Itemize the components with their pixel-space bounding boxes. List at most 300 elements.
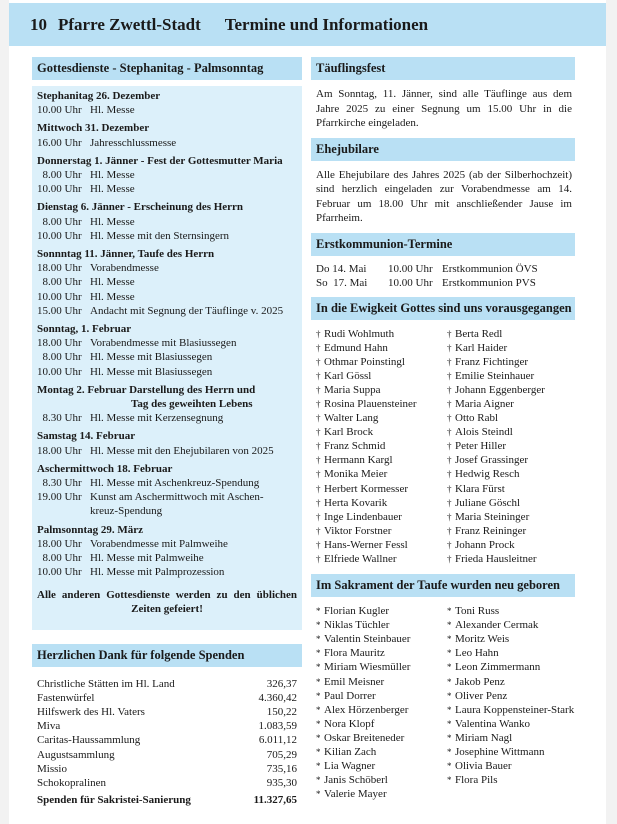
deceased-name: Frieda Hausleitner bbox=[455, 553, 537, 565]
baptized-name: Valentin Steinbauer bbox=[324, 633, 411, 646]
baptized-name: Flora Pils bbox=[455, 774, 498, 787]
communion-row bbox=[316, 262, 570, 276]
service-day-label: Montag 2. Februar Darstellung des Herrn und bbox=[37, 383, 256, 396]
service-day-label: Mittwoch 31. Dezember bbox=[37, 122, 150, 135]
deceased-name: Franz Fichtinger bbox=[455, 355, 529, 368]
service-day-title bbox=[37, 89, 297, 103]
deceased-name-item bbox=[316, 496, 447, 510]
baptized-name-item bbox=[316, 646, 447, 660]
baptized-name: Flora Mauritz bbox=[324, 647, 385, 660]
service-description bbox=[90, 168, 297, 182]
asterisk-icon: * bbox=[316, 648, 321, 659]
deceased-name-item bbox=[316, 383, 447, 397]
cross-icon: † bbox=[447, 427, 452, 438]
deceased-column-1 bbox=[316, 327, 447, 567]
cross-icon: † bbox=[447, 525, 452, 536]
service-entry bbox=[37, 365, 297, 379]
service-description bbox=[90, 261, 297, 275]
baptized-name-item bbox=[447, 646, 575, 660]
cross-icon: † bbox=[447, 398, 452, 409]
donation-amount: 6.011,12 bbox=[258, 734, 297, 747]
service-time: 16.00 Uhr bbox=[37, 136, 82, 149]
baptized-name: Miriam Nagl bbox=[455, 731, 513, 744]
baptized-heading: Im Sakrament der Taufe wurden neu geboren bbox=[311, 574, 575, 597]
donation-label: Augustsammlung bbox=[37, 748, 115, 761]
service-time: 18.00 Uhr bbox=[37, 537, 82, 550]
deceased-name: Monika Meier bbox=[324, 468, 388, 481]
service-description-continued: kreuz-Spendung bbox=[90, 505, 163, 518]
service-description-text: Hl. Messe bbox=[90, 215, 135, 228]
service-time: 10.00 Uhr bbox=[37, 183, 82, 196]
service-time: 10.00 Uhr bbox=[37, 290, 82, 303]
deceased-name: Herta Kovarik bbox=[324, 496, 388, 509]
service-entry bbox=[37, 290, 297, 304]
deceased-name-item bbox=[316, 397, 447, 411]
service-entry bbox=[37, 304, 297, 318]
service-entry bbox=[37, 537, 297, 551]
deceased-name-item bbox=[316, 341, 447, 355]
service-group bbox=[37, 200, 297, 243]
service-group bbox=[37, 383, 297, 426]
donations-heading: Herzlichen Dank für folgende Spenden bbox=[32, 644, 302, 667]
baptized-name: Leon Zimmermann bbox=[455, 661, 541, 674]
service-group bbox=[37, 462, 297, 519]
service-group bbox=[37, 523, 297, 580]
deceased-name: Rosina Plauensteiner bbox=[324, 397, 417, 410]
donation-row bbox=[37, 776, 297, 790]
baptized-name-item bbox=[447, 604, 575, 618]
deceased-name: Peter Hiller bbox=[455, 440, 507, 453]
donation-amount: 735,16 bbox=[266, 762, 297, 775]
service-day-label: Dienstag 6. Jänner - Erscheinung des Herrn bbox=[37, 201, 244, 214]
deceased-name-item bbox=[316, 552, 447, 566]
deceased-name-item bbox=[316, 453, 447, 467]
baptized-name-item bbox=[447, 689, 575, 703]
deceased-column-2 bbox=[447, 327, 575, 567]
deceased-name: Elfriede Wallner bbox=[324, 553, 397, 565]
deceased-name: Juliane Göschl bbox=[455, 496, 521, 509]
deceased-name-item bbox=[316, 411, 447, 425]
asterisk-icon: * bbox=[316, 620, 321, 631]
asterisk-icon: * bbox=[316, 761, 321, 772]
service-description-text: Jahresschlussmesse bbox=[90, 136, 177, 149]
service-description bbox=[90, 215, 297, 229]
donation-label: Missio bbox=[37, 762, 67, 775]
deceased-name: Otto Rabl bbox=[455, 412, 499, 425]
service-description bbox=[90, 336, 297, 350]
service-entry bbox=[37, 275, 297, 289]
cross-icon: † bbox=[316, 398, 321, 409]
asterisk-icon: * bbox=[447, 648, 452, 659]
service-description bbox=[90, 565, 297, 579]
deceased-name: Franz Reininger bbox=[455, 524, 527, 537]
baptized-name: Valerie Mayer bbox=[324, 788, 387, 801]
cross-icon: † bbox=[447, 469, 452, 480]
cross-icon: † bbox=[447, 328, 452, 339]
cross-icon: † bbox=[316, 356, 321, 367]
service-description bbox=[90, 304, 297, 318]
cross-icon: † bbox=[447, 511, 452, 522]
service-entry bbox=[37, 103, 297, 117]
service-description-text: Hl. Messe mit den Ehejubilaren von 2025 bbox=[90, 444, 274, 457]
service-description-text: Hl. Messe mit Palmprozession bbox=[90, 566, 225, 579]
donation-amount: 150,22 bbox=[266, 705, 297, 718]
service-group bbox=[37, 322, 297, 379]
deceased-name: Hedwig Resch bbox=[455, 468, 520, 481]
baptized-name: Alexander Cermak bbox=[455, 619, 539, 632]
baptized-name: Niklas Tüchler bbox=[324, 619, 390, 632]
service-description-text: Vorabendmesse bbox=[90, 262, 159, 275]
deceased-name: Klara Fürst bbox=[455, 482, 505, 495]
baptized-name: Emil Meisner bbox=[324, 675, 385, 688]
baptized-name-item bbox=[447, 632, 575, 646]
deceased-name-item bbox=[447, 482, 575, 496]
deceased-name: Josef Grassinger bbox=[455, 454, 529, 467]
asterisk-icon: * bbox=[316, 704, 321, 715]
donation-total-label: Spenden für Sakristei-Sanierung bbox=[37, 794, 191, 807]
baptized-name-item bbox=[316, 787, 447, 801]
communion-heading: Erstkommunion-Termine bbox=[311, 233, 575, 256]
service-time: 19.00 Uhr bbox=[37, 491, 82, 504]
left-column bbox=[32, 57, 302, 807]
communion-event: Erstkommunion PVS bbox=[442, 276, 536, 289]
service-description bbox=[90, 490, 297, 518]
service-day-title bbox=[37, 523, 297, 537]
baptized-name-item bbox=[447, 745, 575, 759]
page-title: Termine und Informationen bbox=[224, 14, 429, 34]
deceased-name-item bbox=[316, 482, 447, 496]
cross-icon: † bbox=[316, 525, 321, 536]
donation-row bbox=[37, 748, 297, 762]
service-time: 18.00 Uhr bbox=[37, 444, 82, 457]
service-description-text: Andacht mit Segnung der Täuflinge v. 2025 bbox=[90, 304, 284, 317]
page-number: 10 bbox=[30, 14, 47, 34]
baptized-name: Toni Russ bbox=[455, 605, 500, 618]
service-day-label: Palmsonntag 29. März bbox=[37, 523, 144, 536]
service-time: 8.00 Uhr bbox=[37, 215, 82, 228]
baptized-name-item bbox=[447, 660, 575, 674]
baptized-name-item bbox=[447, 759, 575, 773]
asterisk-icon: * bbox=[447, 676, 452, 687]
service-entry bbox=[37, 182, 297, 196]
service-entry bbox=[37, 565, 297, 579]
cross-icon: † bbox=[447, 497, 452, 508]
services-note: Alle anderen Gottesdienste werden zu den üblichen Zeiten gefeiert! bbox=[37, 588, 297, 615]
service-day-subtitle: Tag des geweihten Lebens bbox=[131, 398, 253, 411]
service-time: 8.00 Uhr bbox=[37, 552, 82, 565]
service-group bbox=[37, 429, 297, 457]
deceased-name-item bbox=[447, 327, 575, 341]
deceased-name-item bbox=[316, 425, 447, 439]
deceased-name: Viktor Forstner bbox=[324, 524, 392, 537]
deceased-name-item bbox=[447, 383, 575, 397]
service-group bbox=[37, 121, 297, 149]
service-description-text: Hl. Messe bbox=[90, 104, 135, 117]
baptized-name: Janis Schöberl bbox=[324, 774, 388, 787]
service-time: 18.00 Uhr bbox=[37, 337, 82, 350]
service-description-text: Vorabendmesse mit Palmweihe bbox=[90, 537, 228, 550]
service-description-text: Hl. Messe bbox=[90, 276, 135, 289]
cross-icon: † bbox=[447, 384, 452, 395]
deceased-name: Othmar Poinstingl bbox=[324, 355, 405, 368]
asterisk-icon: * bbox=[447, 775, 452, 786]
service-description bbox=[90, 537, 297, 551]
service-group bbox=[37, 247, 297, 318]
service-group bbox=[37, 89, 297, 117]
service-entry bbox=[37, 490, 297, 518]
deceased-name-item bbox=[316, 369, 447, 383]
baptized-name-item bbox=[447, 675, 575, 689]
cross-icon: † bbox=[447, 356, 452, 367]
service-time: 8.00 Uhr bbox=[37, 276, 82, 289]
donation-total-row bbox=[37, 793, 297, 807]
service-time: 10.00 Uhr bbox=[37, 229, 82, 242]
donation-row bbox=[37, 705, 297, 719]
asterisk-icon: * bbox=[316, 718, 321, 729]
cross-icon: † bbox=[316, 554, 321, 564]
baptized-name: Oskar Breiteneder bbox=[324, 731, 405, 744]
service-day-title bbox=[37, 462, 297, 476]
baptized-name-item bbox=[316, 618, 447, 632]
donation-row bbox=[37, 677, 297, 691]
baptized-name-item bbox=[316, 660, 447, 674]
baptized-name-item bbox=[447, 618, 575, 632]
service-day-label: Aschermittwoch 18. Februar bbox=[37, 462, 173, 475]
service-description-text: Hl. Messe mit den Sternsingern bbox=[90, 229, 230, 242]
cross-icon: † bbox=[316, 539, 321, 550]
deceased-name-item bbox=[447, 439, 575, 453]
cross-icon: † bbox=[316, 370, 321, 381]
deceased-name: Johann Prock bbox=[455, 538, 515, 551]
service-entry bbox=[37, 350, 297, 364]
deceased-name-item bbox=[316, 327, 447, 341]
cross-icon: † bbox=[447, 342, 452, 353]
deceased-name: Maria Aigner bbox=[455, 397, 514, 410]
donation-amount: 326,37 bbox=[266, 677, 297, 690]
cross-icon: † bbox=[316, 469, 321, 480]
service-entry bbox=[37, 229, 297, 243]
deceased-name-item bbox=[447, 467, 575, 481]
asterisk-icon: * bbox=[316, 732, 321, 743]
asterisk-icon: * bbox=[447, 718, 452, 729]
cross-icon: † bbox=[316, 441, 321, 452]
communion-list bbox=[311, 256, 575, 297]
donation-row bbox=[37, 762, 297, 776]
baptized-list bbox=[311, 597, 575, 807]
service-description bbox=[90, 182, 297, 196]
asterisk-icon: * bbox=[447, 690, 452, 701]
baptized-name: Nora Klopf bbox=[324, 717, 375, 730]
baptism-fest-heading: Täuflingsfest bbox=[311, 57, 575, 80]
cross-icon: † bbox=[447, 413, 452, 424]
parish-name: Pfarre Zwettl-Stadt bbox=[58, 14, 201, 34]
donation-amount: 935,30 bbox=[266, 776, 297, 789]
jubilee-text: Alle Ehejubilare des Jahres 2025 (ab der Silberhochzeit) sind herzlich eingeladen zur Vorabendmesse am 14. Februar um 18.00 Uhr mit anschließender Jause im Pfarrheim. bbox=[316, 168, 572, 224]
service-description-text: Hl. Messe bbox=[90, 169, 135, 182]
baptized-name-item bbox=[447, 717, 575, 731]
baptized-name: Oliver Penz bbox=[455, 689, 508, 702]
deceased-name: Hans-Werner Fessl bbox=[324, 538, 408, 551]
cross-icon: † bbox=[447, 539, 452, 550]
donation-label: Caritas-Haussammlung bbox=[37, 734, 141, 747]
baptized-name: Florian Kugler bbox=[324, 605, 390, 618]
deceased-name-item bbox=[447, 524, 575, 538]
donation-row bbox=[37, 733, 297, 747]
service-time: 10.00 Uhr bbox=[37, 566, 82, 579]
cross-icon: † bbox=[447, 441, 452, 452]
baptized-name-item bbox=[316, 703, 447, 717]
service-day-label: Stephanitag 26. Dezember bbox=[37, 90, 161, 102]
deceased-name: Franz Schmid bbox=[324, 440, 386, 453]
asterisk-icon: * bbox=[316, 747, 321, 758]
communion-time: 10.00 Uhr bbox=[388, 276, 433, 289]
asterisk-icon: * bbox=[447, 662, 452, 673]
service-description-text: Vorabendmesse mit Blasiussegen bbox=[90, 337, 237, 350]
service-description-text: Hl. Messe mit Aschenkreuz-Spendung bbox=[90, 477, 260, 490]
service-entry bbox=[37, 411, 297, 425]
baptized-name: Lia Wagner bbox=[324, 760, 376, 773]
deceased-name: Karl Haider bbox=[455, 341, 508, 354]
cross-icon: † bbox=[447, 554, 452, 564]
service-time: 8.00 Uhr bbox=[37, 169, 82, 182]
cross-icon: † bbox=[447, 483, 452, 494]
service-day-title bbox=[37, 154, 297, 168]
baptized-name: Laura Koppensteiner-Stark bbox=[455, 703, 575, 716]
page-header bbox=[9, 3, 606, 46]
baptized-name-item bbox=[447, 703, 575, 717]
deceased-name: Rudi Wohlmuth bbox=[324, 327, 395, 340]
asterisk-icon: * bbox=[316, 775, 321, 786]
service-entry bbox=[37, 444, 297, 458]
cross-icon: † bbox=[447, 370, 452, 381]
deceased-name-item bbox=[447, 397, 575, 411]
service-description bbox=[90, 103, 297, 117]
deceased-name: Maria Steininger bbox=[455, 510, 530, 523]
baptism-fest-text: Am Sonntag, 11. Jänner, sind alle Täuflinge aus dem Jahre 2025 zu einer Segnung um 15.00 Uhr in die Pfarrkirche eingeladen. bbox=[316, 88, 572, 129]
service-time: 8.00 Uhr bbox=[37, 351, 82, 364]
right-column bbox=[311, 57, 575, 807]
baptized-name-item bbox=[316, 604, 447, 618]
deceased-name-item bbox=[316, 524, 447, 538]
communion-time: 10.00 Uhr bbox=[388, 262, 433, 275]
baptized-name-item bbox=[316, 731, 447, 745]
service-day-title bbox=[37, 383, 297, 411]
deceased-name-item bbox=[447, 453, 575, 467]
baptized-name: Jakob Penz bbox=[455, 675, 505, 688]
donation-amount: 705,29 bbox=[266, 748, 297, 761]
service-description bbox=[90, 229, 297, 243]
deceased-name-item bbox=[316, 538, 447, 552]
asterisk-icon: * bbox=[447, 747, 452, 758]
asterisk-icon: * bbox=[316, 662, 321, 673]
donations-list bbox=[32, 667, 302, 808]
cross-icon: † bbox=[316, 328, 321, 339]
cross-icon: † bbox=[316, 455, 321, 466]
baptized-name: Valentina Wanko bbox=[455, 717, 530, 730]
donation-label: Christliche Stätten im Hl. Land bbox=[37, 677, 175, 690]
deceased-name: Herbert Kormesser bbox=[324, 482, 408, 495]
baptized-name-item bbox=[447, 773, 575, 787]
baptized-name-item bbox=[447, 731, 575, 745]
deceased-name-item bbox=[316, 467, 447, 481]
baptized-name-item bbox=[316, 759, 447, 773]
deceased-list bbox=[311, 320, 575, 573]
service-entry bbox=[37, 136, 297, 150]
donation-amount: 4.360,42 bbox=[258, 691, 297, 704]
service-entry bbox=[37, 261, 297, 275]
asterisk-icon: * bbox=[447, 606, 452, 617]
cross-icon: † bbox=[316, 342, 321, 353]
donation-label: Hilfswerk des Hl. Vaters bbox=[37, 705, 145, 718]
baptized-column-2 bbox=[447, 604, 575, 801]
service-day-title bbox=[37, 429, 297, 443]
service-time: 8.30 Uhr bbox=[37, 477, 82, 490]
baptized-column-1 bbox=[316, 604, 447, 801]
deceased-name: Alois Steindl bbox=[455, 426, 513, 439]
service-day-title bbox=[37, 200, 297, 214]
donation-row bbox=[37, 719, 297, 733]
service-day-label: Donnerstag 1. Jänner - Fest der Gottesmutter Maria bbox=[37, 154, 283, 167]
service-entry bbox=[37, 551, 297, 565]
communion-row bbox=[316, 276, 570, 290]
asterisk-icon: * bbox=[447, 761, 452, 772]
deceased-heading: In die Ewigkeit Gottes sind uns vorausgegangen bbox=[311, 297, 575, 320]
asterisk-icon: * bbox=[316, 789, 321, 800]
communion-date: Do 14. Mai bbox=[316, 262, 367, 275]
service-description-text: Hl. Messe bbox=[90, 290, 135, 303]
service-time: 10.00 Uhr bbox=[37, 365, 82, 378]
deceased-name-item bbox=[447, 411, 575, 425]
service-day-title bbox=[37, 247, 297, 261]
service-description-text: Hl. Messe mit Kerzensegnung bbox=[90, 412, 224, 425]
deceased-name: Edmund Hahn bbox=[324, 341, 388, 354]
service-entry bbox=[37, 215, 297, 229]
asterisk-icon: * bbox=[316, 690, 321, 701]
service-time: 18.00 Uhr bbox=[37, 262, 82, 275]
deceased-name: Karl Brock bbox=[324, 426, 374, 439]
baptized-name: Leo Hahn bbox=[455, 647, 499, 660]
service-time: 8.30 Uhr bbox=[37, 412, 82, 425]
donation-label: Fastenwürfel bbox=[37, 691, 95, 704]
baptized-name: Miriam Wiesmüller bbox=[324, 661, 411, 674]
service-description-text: Hl. Messe mit Blasiussegen bbox=[90, 351, 213, 364]
service-group bbox=[37, 154, 297, 197]
services-heading: Gottesdienste - Stephanitag - Palmsonntag bbox=[32, 57, 302, 80]
donation-amount: 1.083,59 bbox=[258, 720, 297, 733]
deceased-name-item bbox=[447, 510, 575, 524]
jubilee-heading: Ehejubilare bbox=[311, 138, 575, 161]
deceased-name: Johann Eggenberger bbox=[455, 383, 545, 396]
service-time: 10.00 Uhr bbox=[37, 104, 82, 117]
deceased-name: Berta Redl bbox=[455, 327, 503, 340]
baptized-name-item bbox=[316, 773, 447, 787]
service-description bbox=[90, 551, 297, 565]
service-day-label: Sonnntag 11. Jänner, Taufe des Herrn bbox=[37, 248, 215, 261]
service-day-title bbox=[37, 121, 297, 135]
services-list bbox=[32, 86, 302, 630]
deceased-name: Hermann Kargl bbox=[324, 454, 393, 467]
donation-label: Miva bbox=[37, 720, 61, 733]
service-entry bbox=[37, 168, 297, 182]
donation-row bbox=[37, 691, 297, 705]
baptized-name-item bbox=[316, 675, 447, 689]
service-description bbox=[90, 444, 297, 458]
deceased-name-item bbox=[316, 510, 447, 524]
service-description bbox=[90, 365, 297, 379]
baptized-name-item bbox=[316, 689, 447, 703]
service-day-label: Sonntag, 1. Februar bbox=[37, 323, 132, 336]
deceased-name: Emilie Steinhauer bbox=[455, 369, 535, 382]
